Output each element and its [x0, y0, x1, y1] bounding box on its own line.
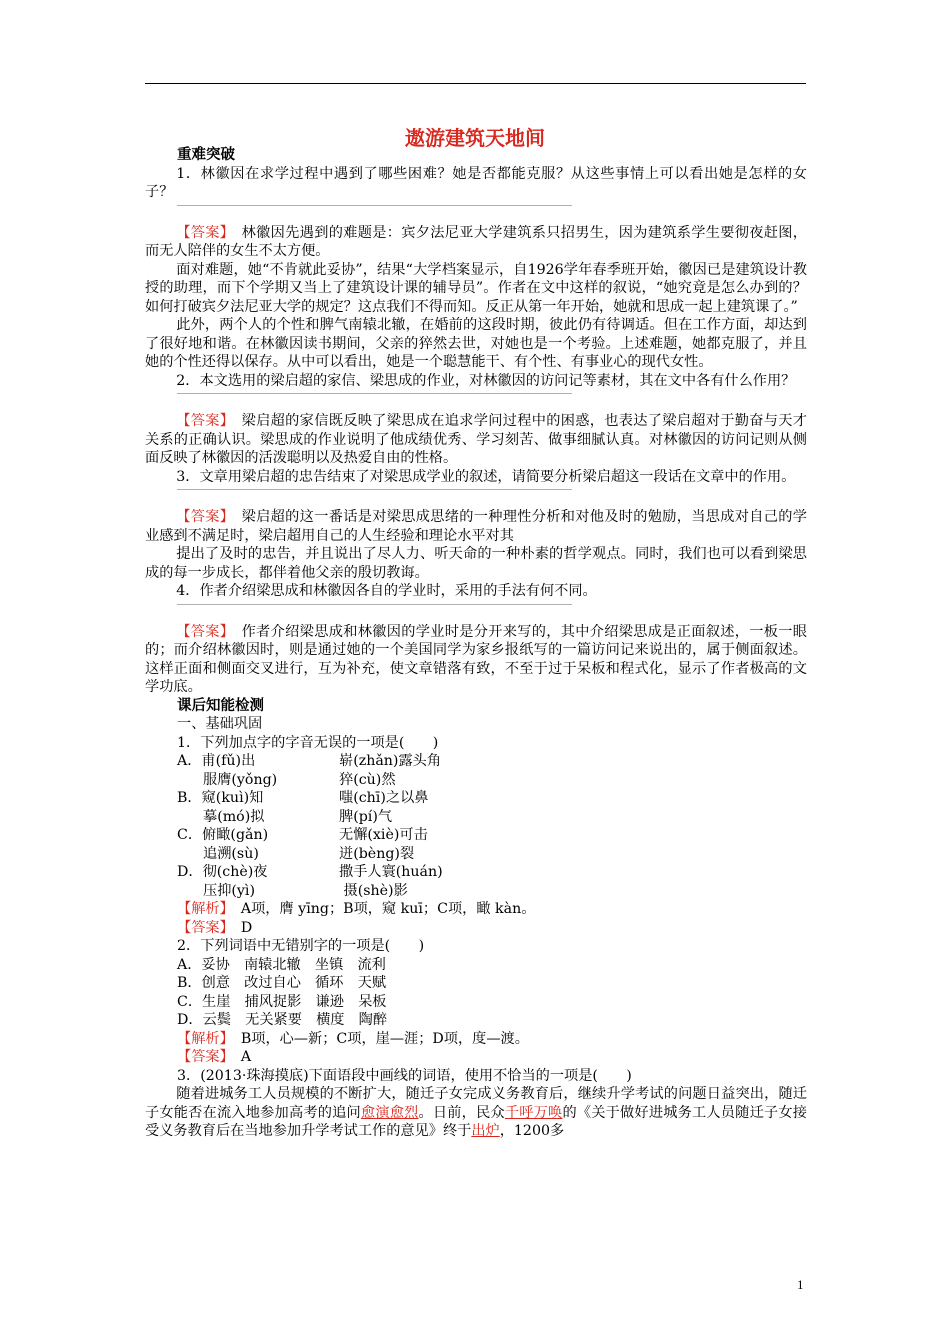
- answer-3-para-1: [145, 508, 807, 545]
- exercise-1-option-b: [145, 789, 807, 808]
- answer-tag: 【答案】: [176, 413, 228, 429]
- option-cell: 猝(cù)然: [339, 771, 396, 788]
- answer-blank-line: [177, 604, 572, 605]
- exercise-2-answer: [145, 1048, 807, 1067]
- option-cell: A．甫(fǔ)出: [177, 753, 256, 769]
- answer-tag: 【答案】: [177, 919, 227, 936]
- answer-1-para-3: 此外，两个人的个性和脾气南辕北辙，在婚前的这段时期，彼此仍有待调适。但在工作方面，却达到了很好地和谐。在林徽因读书期间，父亲的猝然去世，对她也是一个考验。上述难题，她都克服了，并且她的个性还得以保存。从中可以看出，她是一个聪慧能干、有个性、有事业心的现代女性。: [145, 317, 807, 370]
- answer-3-text: 梁启超的这一番话是对梁思成思绪的一种理性分析和对他及时的勉励，当思成对自己的学业感到不满足时，梁启超用自己的人生经验和理论水平对其: [145, 509, 807, 544]
- option-cell: 服膺(yǒng): [203, 771, 278, 788]
- answer-1-para-1: [145, 224, 807, 261]
- analysis-tag: 【解析】: [177, 901, 227, 917]
- analysis-tag: 【解析】: [177, 1030, 227, 1047]
- question-4: 4．作者介绍梁思成和林徽因各自的学业时，采用的手法有何不同。: [176, 583, 597, 599]
- answer-tag: 【答案】: [176, 509, 228, 525]
- exercise-2-option-b: B．创意 改过自心 循环 天赋: [177, 975, 387, 991]
- answer-blank-line: [177, 205, 572, 206]
- option-cell: 嗤(chī)之以鼻: [339, 790, 429, 806]
- exercise-1-option-c-row2: [145, 845, 807, 864]
- answer-blank-line: [177, 393, 572, 394]
- exercise-1-answer: [145, 919, 807, 938]
- exercise-2-option-c: C．生崖 捕风捉影 谦逊 呆板: [177, 993, 387, 1010]
- underlined-word: 出炉: [471, 1123, 500, 1139]
- exercise-1-option-b-row2: [145, 808, 807, 827]
- answer-text: A: [240, 1049, 252, 1065]
- page-title: 遨游建筑天地间: [405, 126, 545, 150]
- answer-blank-line: [177, 489, 572, 490]
- exercise-1-option-d: [145, 863, 807, 882]
- passage-text: ，1200多: [499, 1123, 565, 1139]
- exercise-2-analysis: [145, 1030, 807, 1049]
- answer-1-para-2: 面对难题，她“不肯就此妥协”，结果“大学档案显示，自1926学年春季班开始，徽因已是建筑设计教授的助理，而下个学期又当上了建筑设计课的辅导员”。作者在文中这样的叙说，“她究竟是怎么办到的？如何打破宾夕法尼亚大学的规定？这点我们不得而知。反正从第一年开始，她就和思成一起上建筑课了。”: [145, 261, 807, 315]
- question-3: 3．文章用梁启超的忠告结束了对梁思成学业的叙述，请简要分析梁启超这一段话在文章中的作用。: [176, 468, 796, 485]
- answer-3-para-2: 提出了及时的忠告，并且说出了尽人力、听天命的一种朴素的哲学观点。同时，我们也可以看到梁思成的每一步成长，都伴着他父亲的殷切教诲。: [145, 546, 807, 581]
- exercise-3-passage: [145, 1085, 807, 1141]
- answer-4: [145, 623, 807, 697]
- exercise-1-option-c: [145, 826, 807, 845]
- header-rule: [145, 83, 806, 84]
- exercise-1-analysis: [145, 900, 807, 919]
- body-content: [145, 146, 807, 1141]
- option-cell: D．彻(chè)夜: [177, 864, 268, 880]
- page-number: 1: [797, 1277, 804, 1292]
- subsection-basics: 一、基础巩固: [177, 716, 263, 732]
- passage-text: 随着进城务工人员规模的不断扩大，随迁子女完成义务教育后，继续升学考试的问题日益突出，随迁子女能否在流入地参加高考的追问: [145, 1086, 807, 1121]
- option-cell: 无懈(xiè)可击: [339, 827, 428, 843]
- option-cell: 撒手人寰(huán): [339, 864, 443, 880]
- section-heading-exercises: 课后知能检测: [177, 697, 264, 714]
- option-cell: 追溯(sù): [203, 845, 259, 862]
- answer-2: [145, 412, 807, 468]
- answer-tag: 【答案】: [177, 1049, 227, 1065]
- exercise-1-question: 1．下列加点字的字音无误的一项是( ): [177, 734, 439, 751]
- section-heading-key-points: 重难突破: [177, 147, 235, 163]
- option-cell: B．窥(kuì)知: [177, 790, 264, 806]
- exercise-1-option-a-row2: [145, 771, 807, 790]
- option-cell: 摄(shè)影: [339, 882, 408, 899]
- underlined-word: 千呼万唤: [504, 1104, 563, 1121]
- question-1: 1．林徽因在求学过程中遇到了哪些困难？她是否都能克服？从这些事情上可以看出她是怎样的女子？: [145, 165, 807, 200]
- answer-tag: 【答案】: [176, 224, 228, 241]
- passage-text: 。日前，民众: [418, 1104, 505, 1121]
- option-cell: C．俯瞰(gǎn): [177, 827, 269, 843]
- option-cell: 脾(pí)气: [339, 808, 393, 825]
- exercise-3-question: 3．(2013·珠海摸底)下面语段中画线的词语，使用不恰当的一项是( ): [177, 1067, 632, 1084]
- exercise-1-option-a: [145, 752, 807, 771]
- option-cell: 崭(zhǎn)露头角: [339, 753, 442, 769]
- option-cell: 迸(bèng)裂: [339, 845, 415, 862]
- analysis-text: B项，心—新；C项，崖—涯；D项，度—渡。: [240, 1030, 529, 1047]
- answer-1-text: 林徽因先遇到的难题是：宾夕法尼亚大学建筑系只招男生，因为建筑系学生要彻夜赶图，而无人陪伴的女生不太方便。: [145, 224, 807, 259]
- underlined-word: 愈演愈烈: [360, 1104, 419, 1121]
- answer-tag: 【答案】: [176, 623, 228, 640]
- option-cell: 摹(mó)拟: [203, 808, 265, 825]
- option-cell: 压抑(yì): [203, 882, 255, 899]
- answer-2-text: 梁启超的家信既反映了梁思成在追求学问过程中的困惑，也表达了梁启超对于勤奋与天才关系的正确认识。梁思成的作业说明了他成绩优秀、学习刻苦、做事细腻认真。对林徽因的访问记则从侧面反映了林徽因的活泼聪明以及热爱自由的性格。: [145, 413, 807, 466]
- exercise-2-option-a: A．妥协 南辕北辙 坐镇 流利: [177, 956, 386, 973]
- analysis-text: A项，膺 yīng；B项，窥 kuī；C项，瞰 kàn。: [240, 901, 536, 917]
- answer-text: D: [240, 919, 253, 936]
- passage-text: 的《关于做好进城务工人员随迁子女接受义务教育后在当地参加升学考试工作的意见》终于: [145, 1104, 807, 1139]
- exercise-2-question: 2．下列词语中无错别字的一项是( ): [177, 938, 425, 954]
- question-2: 2．本文选用的梁启超的家信、梁思成的作业，对林徽因的访问记等素材，其在文中各有什么作用？: [176, 372, 796, 389]
- answer-4-text: 作者介绍梁思成和林徽因的学业时是分开来写的，其中介绍梁思成是正面叙述，一板一眼的；而介绍林徽因时，则是通过她的一个美国同学为家乡报纸写的一篇访问记来说出的，属于侧面叙述。这样正面和侧面交叉进行，互为补充，使文章错落有致，不至于过于呆板和程式化，显示了作者极高的文学功底。: [145, 623, 807, 695]
- exercise-2-option-d: D．云鬓 无关紧要 横度 陶醉: [177, 1012, 388, 1028]
- exercise-1-option-d-row2: [145, 882, 807, 901]
